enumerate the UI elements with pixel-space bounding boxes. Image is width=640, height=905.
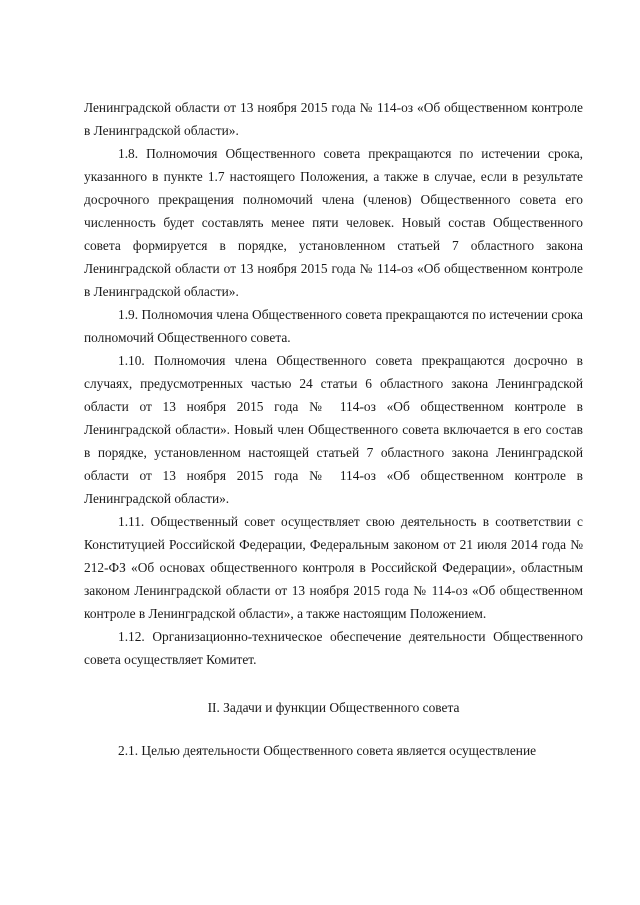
paragraph-1-12: 1.12. Организационно-техническое обеспечение деятельности Общественного совета осуществляет Комитет. [84,629,583,667]
paragraph-2-1: 2.1. Целью деятельности Общественного совета является осуществление [118,743,537,758]
paragraph-1-11: 1.11. Общественный совет осуществляет свою деятельность в соответствии с Конституцией Российской Федерации, Федеральным законом от 21 июля 2014 года № 212-ФЗ «Об основах общественного контроля в Российской Федерации», областным законом Ленинградской области от 13 ноября 2015 года № 114-оз «Об общественном контроле в Ленинградской области», а также настоящим Положением. [84,514,583,621]
paragraph-continuation: Ленинградской области от 13 ноября 2015 года № 114-оз «Об общественном контроле в Ленинградской области». [84,100,583,138]
paragraph-1-10: 1.10. Полномочия члена Общественного совета прекращаются досрочно в случаях, предусмотренных частью 24 статьи 6 областного закона Ленинградской области от 13 ноября 2015 года № 114-оз «Об общественном контроле в Ленинградской области». Новый член Общественного совета включается в его состав в порядке, установленном настоящей статьей 7 областного закона Ленинградской области от 13 ноября 2015 года № 114-оз «Об общественном контроле в Ленинградской области». [84,353,583,506]
section-title: II. Задачи и функции Общественного совета [207,700,460,715]
paragraph-1-9: 1.9. Полномочия члена Общественного совета прекращаются по истечении срока полномочий Общественного совета. [84,307,583,345]
paragraph-1-8: 1.8. Полномочия Общественного совета прекращаются по истечении срока, указанного в пункте 1.7 настоящего Положения, а также в случае, если в результате досрочного прекращения полномочий члена (членов) Общественного совета его численность будет составлять менее пяти человек. Новый состав Общественного совета формируется в порядке, установленном статьей 7 областного закона Ленинградской области от 13 ноября 2015 года № 114-оз «Об общественном контроле в Ленинградской области». [84,146,583,299]
document-body [84,96,583,762]
